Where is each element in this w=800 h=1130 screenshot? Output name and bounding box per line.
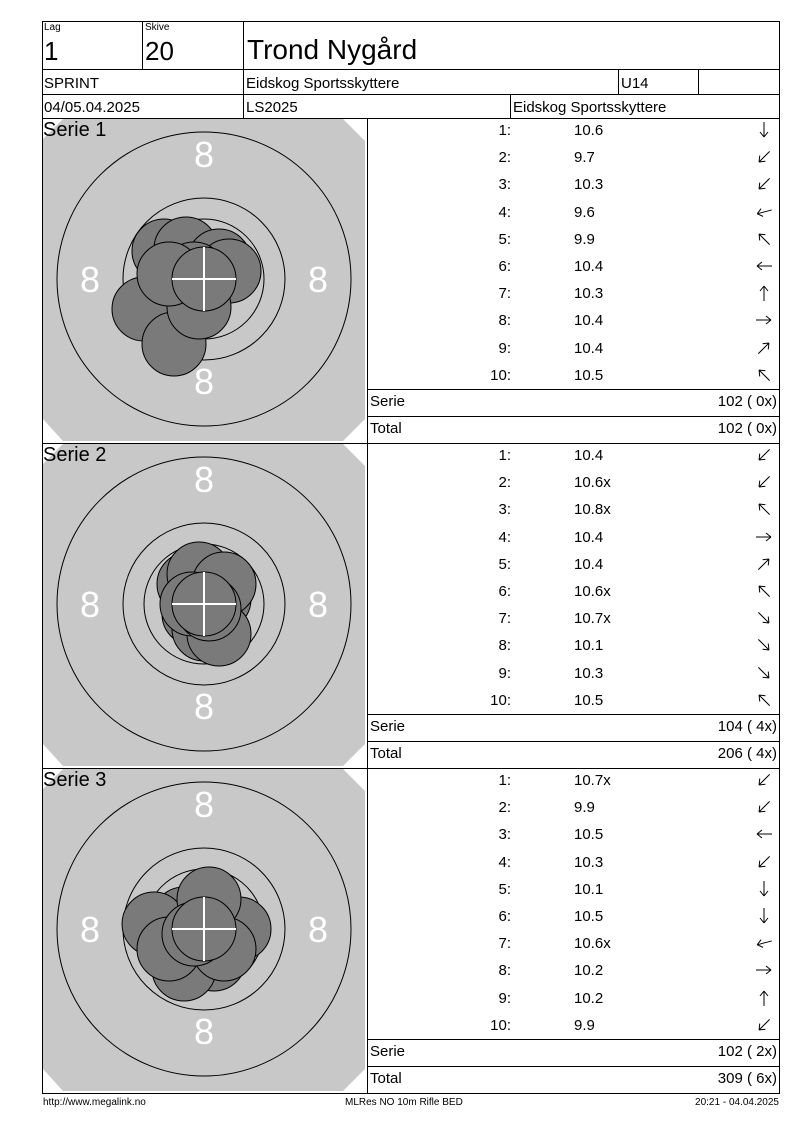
shot-score: 10.4	[574, 447, 604, 464]
shot-score: 10.7x	[574, 610, 611, 628]
footer-software: MLRes NO 10m Rifle BED	[345, 1097, 463, 1108]
total-row	[368, 741, 779, 767]
direction-arrow-icon	[754, 174, 774, 194]
shot-number: 6:	[498, 258, 511, 275]
direction-arrow-icon	[754, 365, 774, 385]
shot-row	[368, 606, 779, 633]
serie-title: Serie 1	[43, 119, 107, 141]
direction-arrow-icon	[754, 933, 774, 953]
program: SPRINT	[44, 75, 100, 92]
ring-label: 8	[79, 259, 101, 300]
shot-score: 10.6x	[574, 583, 611, 600]
ring-label: 8	[193, 784, 215, 825]
shot-row	[368, 1013, 779, 1040]
shot-score: 10.6	[574, 122, 604, 139]
shot-row	[368, 470, 779, 497]
total-value: 206 ( 4x)	[717, 745, 777, 762]
shot-score: 10.3	[574, 176, 604, 194]
serie-value: 102 ( 2x)	[717, 1043, 777, 1060]
shot-number: 10:	[490, 366, 511, 384]
shot-number: 4:	[498, 853, 511, 871]
shot-score: 9.9	[574, 230, 595, 248]
ring-label: 8	[193, 361, 215, 402]
shot-number: 5:	[498, 555, 511, 573]
shot-number: 1:	[498, 122, 511, 139]
shot-number: 3:	[498, 176, 511, 194]
shot-number: 2:	[498, 474, 511, 492]
serie-value: 102 ( 0x)	[717, 393, 777, 410]
shot-row	[368, 986, 779, 1013]
direction-arrow-icon	[754, 229, 774, 249]
shot-row	[368, 661, 779, 688]
serie-row	[368, 1039, 779, 1065]
target-2	[43, 444, 368, 767]
shot-score: 9.6	[574, 203, 595, 221]
ring-label: 8	[307, 584, 329, 625]
shot-row	[368, 336, 779, 363]
serie-value: 104 ( 4x)	[717, 718, 777, 735]
shot-row	[368, 308, 779, 335]
shot-row	[368, 281, 779, 308]
serie-row	[368, 389, 779, 415]
total-label: Total	[370, 745, 402, 762]
shot-score: 10.6x	[574, 474, 611, 492]
shot-row	[368, 200, 779, 227]
shot-row	[368, 958, 779, 985]
skive-label: Skive	[145, 22, 170, 33]
ring-label: 8	[193, 686, 215, 727]
direction-arrow-icon	[754, 283, 774, 303]
shot-score: 9.9	[574, 1016, 595, 1034]
shot-number: 6:	[498, 583, 511, 600]
shot-row	[368, 525, 779, 552]
shot-number: 3:	[498, 501, 511, 519]
direction-arrow-icon	[754, 527, 774, 547]
shot-row	[368, 633, 779, 660]
direction-arrow-icon	[754, 499, 774, 519]
serie-title: Serie 3	[43, 769, 107, 791]
shot-row	[368, 877, 779, 904]
shot-number: 7:	[498, 610, 511, 628]
serie-label: Serie	[370, 1043, 406, 1060]
shot-row	[368, 688, 779, 715]
shot-score: 9.7	[574, 149, 595, 167]
direction-arrow-icon	[754, 797, 774, 817]
direction-arrow-icon	[754, 202, 774, 222]
direction-arrow-icon	[754, 663, 774, 683]
shot-number: 1:	[498, 447, 511, 464]
direction-arrow-icon	[754, 852, 774, 872]
shot-number: 7:	[498, 285, 511, 303]
shot-score: 10.2	[574, 962, 604, 980]
total-value: 309 ( 6x)	[717, 1070, 777, 1087]
shot-row	[368, 904, 779, 931]
direction-arrow-icon	[754, 770, 774, 790]
shot-score: 10.5	[574, 691, 604, 709]
total-value: 102 ( 0x)	[717, 420, 777, 437]
serie-label: Serie	[370, 393, 406, 410]
direction-arrow-icon	[754, 635, 774, 655]
total-row	[368, 1066, 779, 1092]
shot-row	[368, 443, 779, 470]
shot-number: 9:	[498, 664, 511, 682]
direction-arrow-icon	[754, 608, 774, 628]
shot-number: 4:	[498, 528, 511, 546]
ring-label: 8	[307, 259, 329, 300]
shot-row	[368, 822, 779, 849]
shot-score: 10.3	[574, 664, 604, 682]
total-label: Total	[370, 1070, 402, 1087]
shot-score: 10.2	[574, 989, 604, 1007]
shot-number: 7:	[498, 935, 511, 953]
serie-row	[368, 714, 779, 740]
shot-number: 8:	[498, 312, 511, 330]
direction-arrow-icon	[754, 338, 774, 358]
shot-score: 10.8x	[574, 501, 611, 519]
date: 04/05.04.2025	[44, 99, 140, 116]
ring-label: 8	[193, 134, 215, 175]
shot-row	[368, 145, 779, 172]
shot-row	[368, 497, 779, 524]
shot-row	[368, 254, 779, 281]
shot-score: 10.4	[574, 258, 604, 275]
serie-label: Serie	[370, 718, 406, 735]
ring-label: 8	[79, 909, 101, 950]
shot-row	[368, 850, 779, 877]
shot-number: 10:	[490, 691, 511, 709]
direction-arrow-icon	[754, 960, 774, 980]
shot-row	[368, 118, 779, 145]
ring-label: 8	[193, 459, 215, 500]
shot-score: 10.1	[574, 637, 604, 655]
skive-value: 20	[145, 36, 174, 66]
shot-score: 10.5	[574, 826, 604, 844]
shot-score: 10.6x	[574, 935, 611, 953]
shot-score: 9.9	[574, 799, 595, 817]
shot-number: 1:	[498, 772, 511, 789]
shot-row	[368, 768, 779, 795]
ring-label: 8	[79, 584, 101, 625]
event: LS2025	[246, 99, 298, 116]
total-label: Total	[370, 420, 402, 437]
direction-arrow-icon	[754, 824, 774, 844]
direction-arrow-icon	[754, 879, 774, 899]
shot-score: 10.5	[574, 366, 604, 384]
direction-arrow-icon	[754, 120, 774, 140]
shooter-name: Trond Nygård	[247, 34, 418, 65]
shot-number: 5:	[498, 230, 511, 248]
lag-label: Lag	[44, 22, 61, 33]
shot-number: 8:	[498, 962, 511, 980]
footer-timestamp: 20:21 - 04.04.2025	[695, 1097, 779, 1108]
total-row	[368, 416, 779, 442]
shot-row	[368, 363, 779, 390]
shot-number: 8:	[498, 637, 511, 655]
shot-row	[368, 172, 779, 199]
direction-arrow-icon	[754, 256, 774, 276]
serie-title: Serie 2	[43, 444, 107, 466]
ring-label: 8	[307, 909, 329, 950]
footer-url: http://www.megalink.no	[43, 1097, 146, 1108]
shot-score: 10.4	[574, 339, 604, 357]
shot-row	[368, 579, 779, 606]
shot-number: 5:	[498, 880, 511, 898]
direction-arrow-icon	[754, 906, 774, 926]
target-1	[43, 119, 368, 442]
shot-score: 10.4	[574, 555, 604, 573]
direction-arrow-icon	[754, 690, 774, 710]
class: U14	[621, 75, 649, 92]
shot-row	[368, 227, 779, 254]
lag-value: 1	[44, 36, 59, 66]
shot-row	[368, 931, 779, 958]
ring-label: 8	[193, 1011, 215, 1052]
shot-number: 9:	[498, 989, 511, 1007]
shot-score: 10.3	[574, 853, 604, 871]
club: Eidskog Sportsskyttere	[246, 75, 400, 92]
shot-number: 10:	[490, 1016, 511, 1034]
shot-score: 10.1	[574, 880, 604, 898]
shot-number: 2:	[498, 799, 511, 817]
direction-arrow-icon	[754, 147, 774, 167]
shot-row	[368, 552, 779, 579]
shot-score: 10.5	[574, 908, 604, 925]
shot-score: 10.4	[574, 312, 604, 330]
direction-arrow-icon	[754, 1015, 774, 1035]
shot-number: 2:	[498, 149, 511, 167]
direction-arrow-icon	[754, 554, 774, 574]
shot-score: 10.3	[574, 285, 604, 303]
shot-score: 10.4	[574, 528, 604, 546]
direction-arrow-icon	[754, 581, 774, 601]
shot-score: 10.7x	[574, 772, 611, 789]
direction-arrow-icon	[754, 988, 774, 1008]
shot-number: 4:	[498, 203, 511, 221]
organizer: Eidskog Sportsskyttere	[513, 99, 667, 116]
direction-arrow-icon	[754, 310, 774, 330]
shot-row	[368, 795, 779, 822]
target-3	[43, 769, 368, 1092]
shot-number: 3:	[498, 826, 511, 844]
direction-arrow-icon	[754, 445, 774, 465]
direction-arrow-icon	[754, 472, 774, 492]
shot-number: 9:	[498, 339, 511, 357]
shot-number: 6:	[498, 908, 511, 925]
